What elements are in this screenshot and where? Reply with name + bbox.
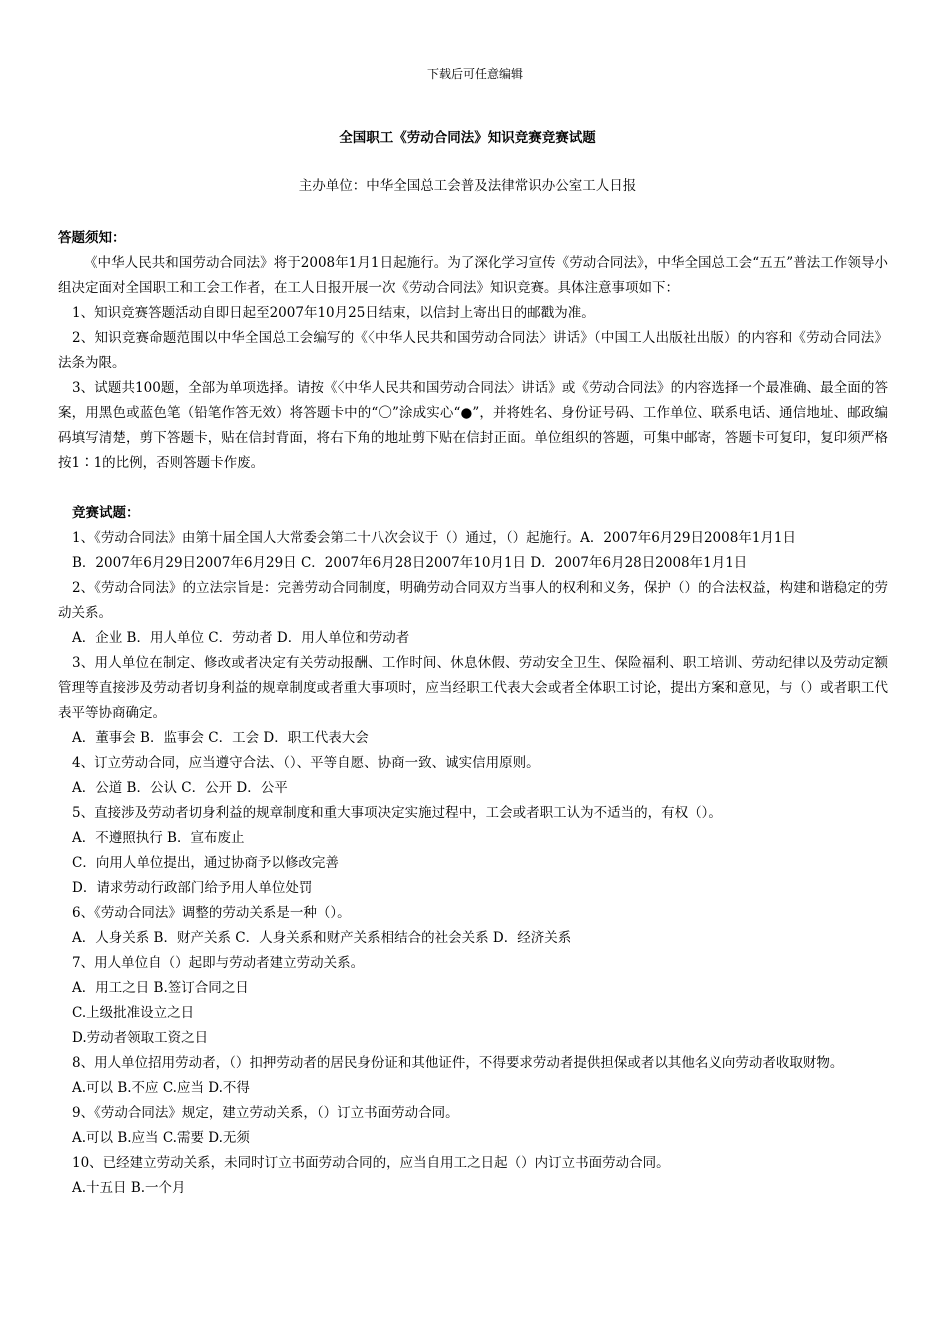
question-item [58, 901, 888, 951]
question-item [58, 1101, 888, 1151]
question-stem: 1、《劳动合同法》由第十届全国人大常委会第二十八次会议于（）通过，（）起施行。A．2007年6月29日2008年1月1日 [72, 530, 796, 546]
question-options: A．企业 B．用人单位 C．劳动者 D．用人单位和劳动者 [72, 630, 410, 646]
question-item [58, 576, 888, 651]
document-body [58, 226, 888, 1201]
question-item [58, 801, 888, 901]
question-options: A.可以 B.应当 C.需要 D.无须 [72, 1130, 250, 1146]
notice-item: 1、知识竞赛答题活动自即日起至2007年10月25日结束，以信封上寄出日的邮戳为准。 [72, 305, 595, 321]
question-item [58, 1151, 888, 1201]
question-stem: 8、用人单位招用劳动者，（）扣押劳动者的居民身份证和其他证件，不得要求劳动者提供担保或者以其他名义向劳动者收取财物。 [72, 1055, 844, 1071]
question-stem: 7、用人单位自（）起即与劳动者建立劳动关系。 [72, 955, 365, 971]
question-list [58, 526, 888, 1201]
question-options: A．用工之日 B.签订合同之日 [72, 980, 249, 996]
question-options: C.上级批准设立之日 [72, 1005, 195, 1021]
host-organization: 主办单位：中华全国总工会普及法律常识办公室工人日报 [298, 178, 637, 194]
question-item [58, 526, 888, 576]
question-options: A．人身关系 B．财产关系 C．人身关系和财产关系相结合的社会关系 D．经济关系 [72, 930, 572, 946]
question-options: A．董事会 B．监事会 C．工会 D．职工代表大会 [72, 730, 369, 746]
question-item [58, 651, 888, 751]
question-item [58, 1051, 888, 1101]
question-item [58, 951, 888, 1051]
question-stem: 9、《劳动合同法》规定，建立劳动关系，（）订立书面劳动合同。 [72, 1105, 459, 1121]
question-options: C．向用人单位提出，通过协商予以修改完善 [72, 855, 339, 871]
question-stem: 4、订立劳动合同，应当遵守合法、（）、平等自愿、协商一致、诚实信用原则。 [72, 755, 540, 771]
notice-item: 3、试题共100题，全部为单项选择。请按《〈中华人民共和国劳动合同法〉讲话》或《劳动合同法》的内容选择一个最准确、最全面的答案，用黑色或蓝色笔（铅笔作答无效）将答题卡中的“〇”涂成实心“●”，并将姓名、身份证号码、工作单位、联系电话、通信地址、邮政编码填写清楚，剪下答题卡，贴在信封背面，将右下角的地址剪下贴在信封正面。单位组织的答题，可集中邮寄，答题卡可复印，复印须严格按1∶1的比例，否则答题卡作废。 [58, 380, 888, 471]
question-options: D．请求劳动行政部门给予用人单位处罚 [72, 880, 313, 896]
question-stem: 5、直接涉及劳动者切身利益的规章制度和重大事项决定实施过程中，工会或者职工认为不适当的，有权（）。 [72, 805, 722, 821]
question-stem: 3、用人单位在制定、修改或者决定有关劳动报酬、工作时间、休息休假、劳动安全卫生、保险福利、职工培训、劳动纪律以及劳动定额管理等直接涉及劳动者切身利益的规章制度或者重大事项时，应当经职工代表大会或者全体职工讨论，提出方案和意见，与（）或者职工代表平等协商确定。 [58, 655, 888, 721]
notice-item: 2、知识竞赛命题范围以中华全国总工会编写的《〈中华人民共和国劳动合同法〉讲话》（中国工人出版社出版）的内容和《劳动合同法》法条为限。 [58, 330, 888, 371]
question-options: A．公道 B．公认 C．公开 D．公平 [72, 780, 288, 796]
question-options: B．2007年6月29日2007年6月29日 C．2007年6月28日2007年10月1日 D．2007年6月28日2008年1月1日 [72, 555, 748, 571]
question-item [58, 751, 888, 801]
question-options: A．不遵照执行 B．宣布废止 [72, 830, 245, 846]
question-stem: 6、《劳动合同法》调整的劳动关系是一种（）。 [72, 905, 351, 921]
question-stem: 2、《劳动合同法》的立法宗旨是：完善劳动合同制度，明确劳动合同双方当事人的权利和义务，保护（）的合法权益，构建和谐稳定的劳动关系。 [58, 580, 888, 621]
spacer [58, 476, 888, 501]
question-options: D.劳动者领取工资之日 [72, 1030, 209, 1046]
question-stem: 10、已经建立劳动关系，未同时订立书面劳动合同的，应当自用工之日起（）内订立书面劳动合同。 [72, 1155, 670, 1171]
notice-intro: 《中华人民共和国劳动合同法》将于2008年1月1日起施行。为了深化学习宣传《劳动合同法》，中华全国总工会“五五”普法工作领导小组决定面对全国职工和工会工作者，在工人日报开展一次《劳动合同法》知识竞赛。具体注意事项如下： [58, 255, 888, 296]
question-options: A.可以 B.不应 C.应当 D.不得 [72, 1080, 250, 1096]
questions-heading: 竞赛试题： [72, 505, 140, 521]
header-note: 下载后可任意编辑 [426, 67, 523, 81]
question-options: A.十五日 B.一个月 [72, 1180, 186, 1196]
document-title: 全国职工《劳动合同法》知识竞赛竞赛试题 [339, 130, 596, 146]
notice-heading: 答题须知： [58, 230, 126, 246]
